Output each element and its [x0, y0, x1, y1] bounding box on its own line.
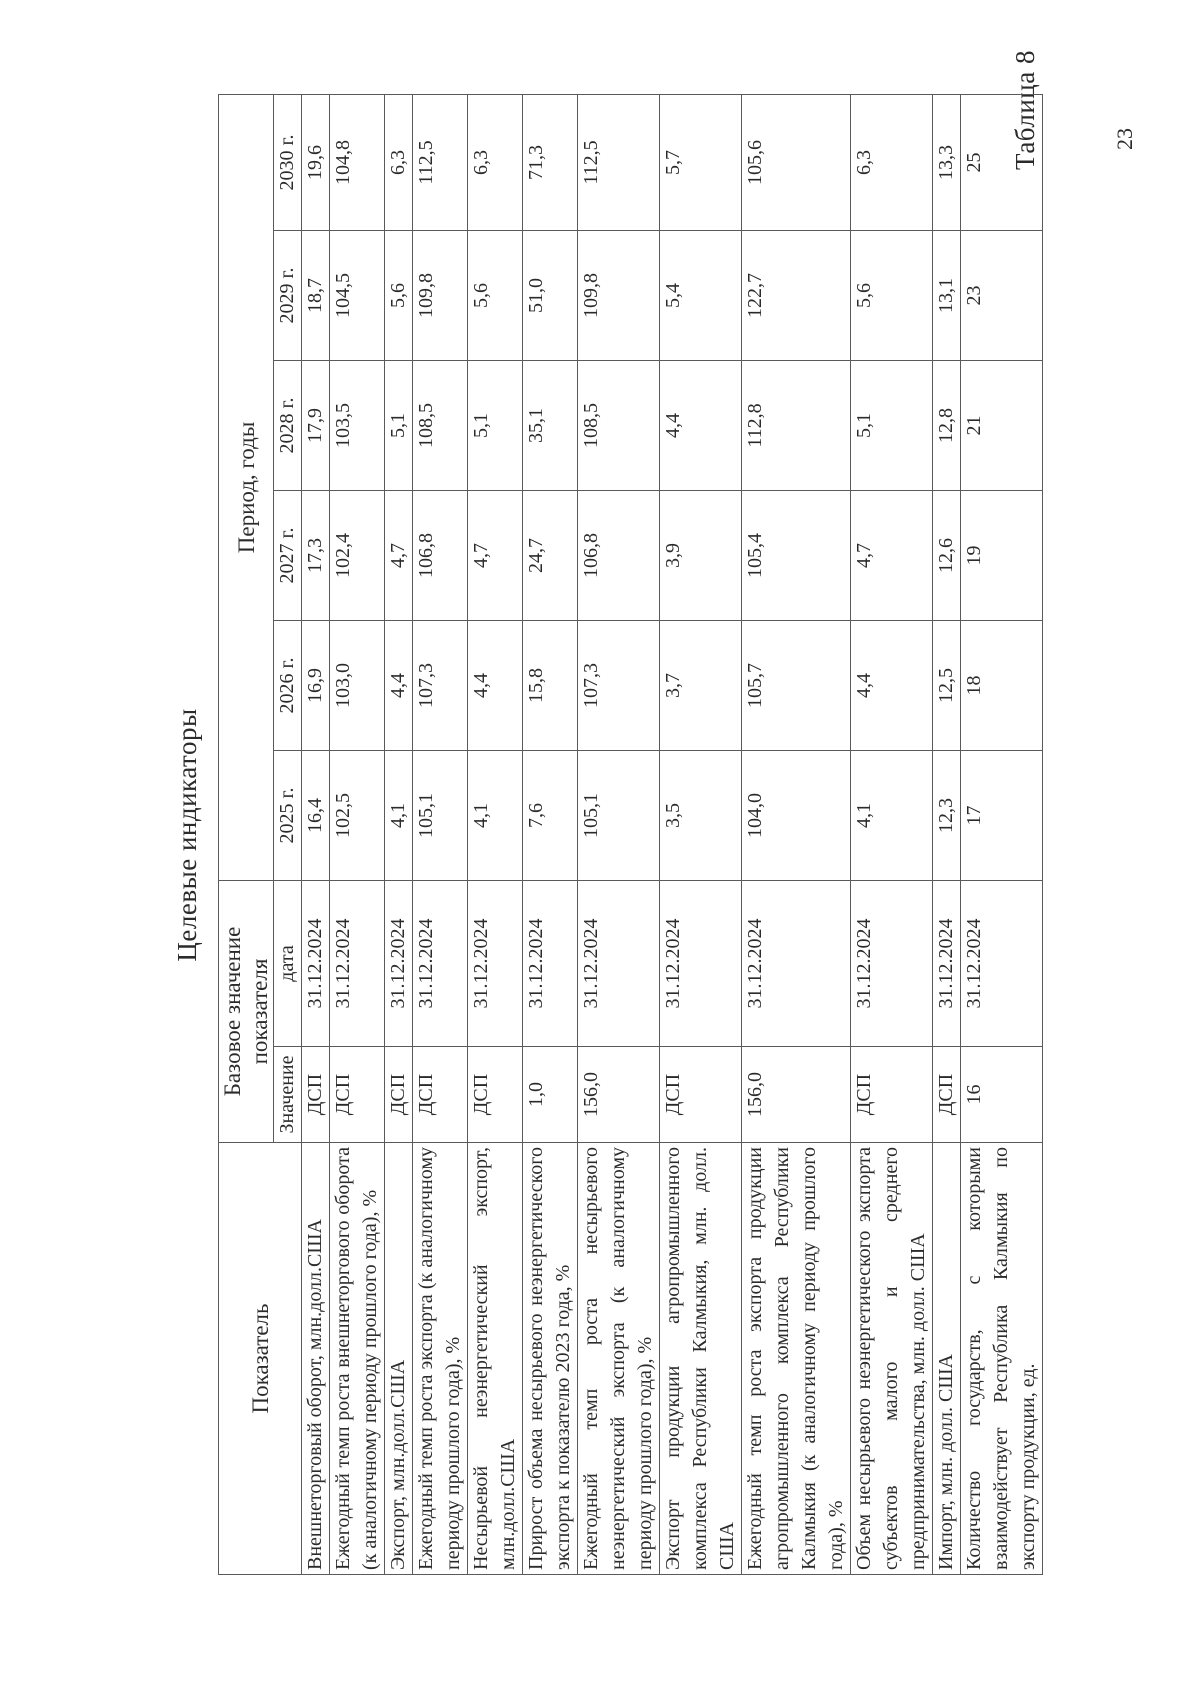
base-value: 1,0 — [523, 1047, 578, 1143]
year-value: 21 — [961, 360, 1043, 490]
header-indicator: Показатель — [219, 1143, 302, 1575]
year-value: 3,9 — [660, 490, 742, 620]
year-value: 5,4 — [660, 230, 742, 360]
base-date: 31.12.2024 — [660, 880, 742, 1046]
base-value: ДСП — [413, 1047, 468, 1143]
indicator-name: Количество государств, с которыми взаимодействует Республика Калмыкия по экспорту продукции, ед. — [961, 1143, 1043, 1575]
table-row — [523, 94, 578, 1574]
year-value: 103,0 — [330, 620, 385, 750]
year-value: 106,8 — [578, 490, 660, 620]
year-value: 105,1 — [578, 750, 660, 880]
year-value: 4,4 — [851, 620, 933, 750]
year-value: 6,3 — [851, 94, 933, 230]
year-value: 71,3 — [523, 94, 578, 230]
year-value: 17,9 — [302, 360, 330, 490]
header-row-1 — [219, 94, 274, 1574]
base-value: ДСП — [330, 1047, 385, 1143]
year-value: 4,7 — [468, 490, 523, 620]
year-value: 107,3 — [413, 620, 468, 750]
header-date: дата — [274, 880, 302, 1046]
table-row — [742, 94, 851, 1574]
base-value: ДСП — [302, 1047, 330, 1143]
year-value: 13,1 — [933, 230, 961, 360]
year-value: 104,5 — [330, 230, 385, 360]
base-date: 31.12.2024 — [302, 880, 330, 1046]
table-row — [933, 94, 961, 1574]
year-value: 102,5 — [330, 750, 385, 880]
base-date: 31.12.2024 — [933, 880, 961, 1046]
header-year: 2030 г. — [274, 94, 302, 230]
indicator-name: Ежегодный темп роста несырьевого неэнергетический экспорта (к аналогичному периоду прошлого года), % — [578, 1143, 660, 1575]
base-value: ДСП — [385, 1047, 413, 1143]
year-value: 4,4 — [660, 360, 742, 490]
year-value: 17,3 — [302, 490, 330, 620]
indicators-table — [218, 94, 1043, 1575]
base-date: 31.12.2024 — [578, 880, 660, 1046]
year-value: 103,5 — [330, 360, 385, 490]
header-year: 2028 г. — [274, 360, 302, 490]
indicator-name: Внешнеторговый оборот, млн.долл.США — [302, 1143, 330, 1575]
year-value: 6,3 — [385, 94, 413, 230]
year-value: 4,4 — [385, 620, 413, 750]
header-year: 2025 г. — [274, 750, 302, 880]
year-value: 25 — [961, 94, 1043, 230]
year-value: 4,7 — [385, 490, 413, 620]
year-value: 51,0 — [523, 230, 578, 360]
page-number: 23 — [1112, 128, 1137, 150]
year-value: 19 — [961, 490, 1043, 620]
base-value: ДСП — [933, 1047, 961, 1143]
year-value: 5,6 — [468, 230, 523, 360]
year-value: 4,7 — [851, 490, 933, 620]
year-value: 5,1 — [468, 360, 523, 490]
base-value: 16 — [961, 1047, 1043, 1143]
indicator-name: Импорт, млн. долл. США — [933, 1143, 961, 1575]
year-value: 105,4 — [742, 490, 851, 620]
year-value: 12,6 — [933, 490, 961, 620]
year-value: 15,8 — [523, 620, 578, 750]
year-value: 5,6 — [851, 230, 933, 360]
year-value: 122,7 — [742, 230, 851, 360]
year-value: 16,9 — [302, 620, 330, 750]
year-value: 12,3 — [933, 750, 961, 880]
base-date: 31.12.2024 — [742, 880, 851, 1046]
table-row — [578, 94, 660, 1574]
base-date: 31.12.2024 — [851, 880, 933, 1046]
year-value: 108,5 — [578, 360, 660, 490]
year-value: 7,6 — [523, 750, 578, 880]
header-value: Значение — [274, 1047, 302, 1143]
year-value: 104,0 — [742, 750, 851, 880]
year-value: 4,1 — [385, 750, 413, 880]
table-row — [302, 94, 330, 1574]
year-value: 4,4 — [468, 620, 523, 750]
year-value: 13,3 — [933, 94, 961, 230]
base-date: 31.12.2024 — [523, 880, 578, 1046]
indicator-name: Экспорт, млн.долл.США — [385, 1143, 413, 1575]
indicator-name: Ежегодный темп роста экспорта (к аналогичному периоду прошлого года), % — [413, 1143, 468, 1575]
year-value: 106,8 — [413, 490, 468, 620]
year-value: 18,7 — [302, 230, 330, 360]
year-value: 35,1 — [523, 360, 578, 490]
base-date: 31.12.2024 — [330, 880, 385, 1046]
year-value: 19,6 — [302, 94, 330, 230]
page-title: Целевые индикаторы — [172, 708, 202, 962]
base-value: ДСП — [660, 1047, 742, 1143]
table-row — [468, 94, 523, 1574]
year-value: 5,7 — [660, 94, 742, 230]
indicator-name: Ежегодный темп роста внешнеторгового оборота (к аналогичному периоду прошлого года), % — [330, 1143, 385, 1575]
table-body — [302, 94, 1043, 1574]
base-date: 31.12.2024 — [413, 880, 468, 1046]
year-value: 12,5 — [933, 620, 961, 750]
year-value: 109,8 — [578, 230, 660, 360]
header-period: Период, годы — [219, 94, 274, 880]
header-year: 2026 г. — [274, 620, 302, 750]
header-year: 2027 г. — [274, 490, 302, 620]
indicator-name: Прирост объема несырьевого неэнергетического экспорта к показателю 2023 года, % — [523, 1143, 578, 1575]
indicator-name: Экспорт продукции агропромышленного комплекса Республики Калмыкия, млн. долл. США — [660, 1143, 742, 1575]
table-row — [330, 94, 385, 1574]
year-value: 112,5 — [578, 94, 660, 230]
year-value: 12,8 — [933, 360, 961, 490]
year-value: 3,7 — [660, 620, 742, 750]
base-date: 31.12.2024 — [385, 880, 413, 1046]
table-row — [413, 94, 468, 1574]
year-value: 4,1 — [851, 750, 933, 880]
indicator-name: Несырьевой неэнергетический экспорт, млн.долл.США — [468, 1143, 523, 1575]
year-value: 24,7 — [523, 490, 578, 620]
base-value: ДСП — [851, 1047, 933, 1143]
base-value: 156,0 — [742, 1047, 851, 1143]
base-value: ДСП — [468, 1047, 523, 1143]
year-value: 18 — [961, 620, 1043, 750]
year-value: 109,8 — [413, 230, 468, 360]
year-value: 102,4 — [330, 490, 385, 620]
year-value: 3,5 — [660, 750, 742, 880]
year-value: 5,6 — [385, 230, 413, 360]
year-value: 17 — [961, 750, 1043, 880]
year-value: 104,8 — [330, 94, 385, 230]
rotated-content — [170, 95, 1070, 1575]
year-value: 23 — [961, 230, 1043, 360]
year-value: 5,1 — [851, 360, 933, 490]
table-row — [961, 94, 1043, 1574]
year-value: 16,4 — [302, 750, 330, 880]
table-row — [660, 94, 742, 1574]
base-date: 31.12.2024 — [468, 880, 523, 1046]
year-value: 5,1 — [385, 360, 413, 490]
base-date: 31.12.2024 — [961, 880, 1043, 1046]
year-value: 112,5 — [413, 94, 468, 230]
year-value: 6,3 — [468, 94, 523, 230]
year-value: 107,3 — [578, 620, 660, 750]
table-row — [385, 94, 413, 1574]
year-value: 105,6 — [742, 94, 851, 230]
table-row — [851, 94, 933, 1574]
year-value: 108,5 — [413, 360, 468, 490]
year-value: 112,8 — [742, 360, 851, 490]
indicator-name: Объем несырьевого неэнергетического экспорта субъектов малого и среднего предпринимательства, млн. долл. США — [851, 1143, 933, 1575]
table-label: Таблица 8 — [1010, 50, 1040, 170]
year-value: 105,7 — [742, 620, 851, 750]
year-value: 4,1 — [468, 750, 523, 880]
base-value: 156,0 — [578, 1047, 660, 1143]
header-year: 2029 г. — [274, 230, 302, 360]
header-base: Базовое значение показателя — [219, 880, 274, 1142]
indicator-name: Ежегодный темп роста экспорта продукции агропромышленного комплекса Республики Калмыкия (к аналогичному периоду прошлого года), % — [742, 1143, 851, 1575]
year-value: 105,1 — [413, 750, 468, 880]
